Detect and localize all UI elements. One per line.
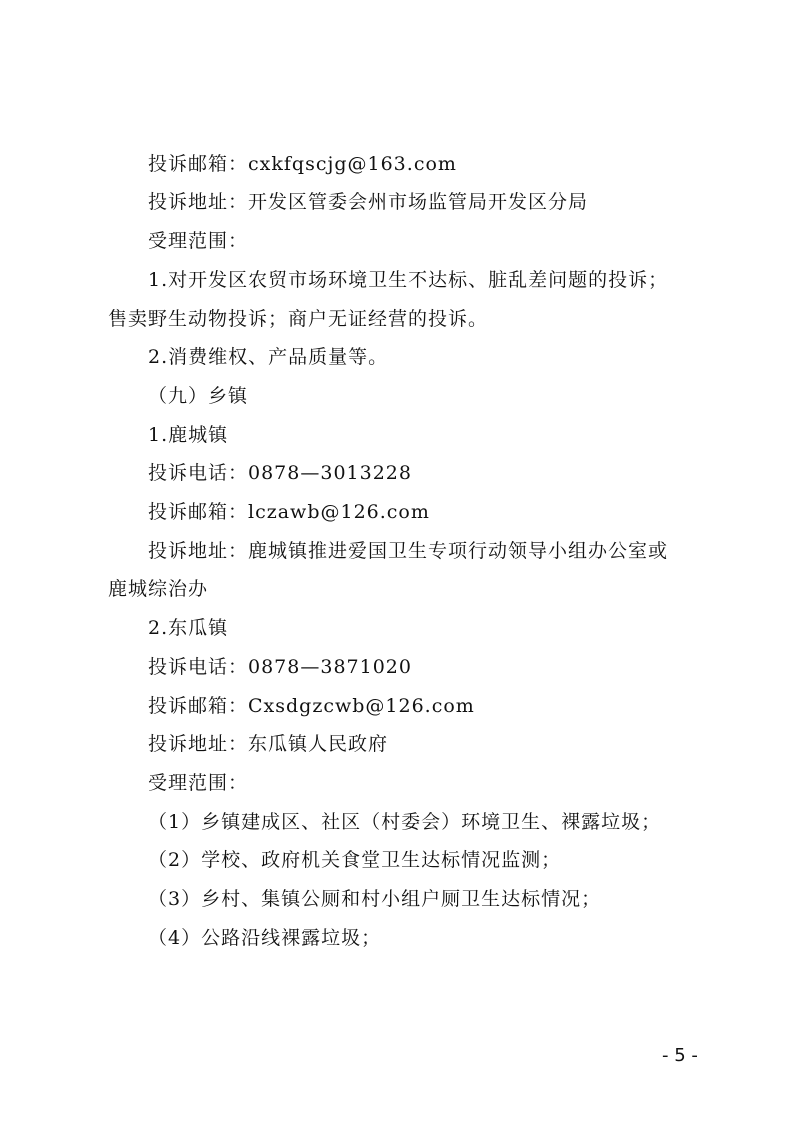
scope-item-2-donggua: （2）学校、政府机关食堂卫生达标情况监测； <box>148 849 562 871</box>
scope-item-1-dev: 1.对开发区农贸市场环境卫生不达标、脏乱差问题的投诉； <box>148 269 669 291</box>
scope-item-1-dev-cont: 售卖野生动物投诉；商户无证经营的投诉。 <box>108 308 489 330</box>
scope-item-1-donggua: （1）乡镇建成区、社区（村委会）环境卫生、裸露垃圾； <box>148 811 662 833</box>
complaint-address-lucheng-cont: 鹿城综治办 <box>108 578 209 600</box>
scope-item-2-dev: 2.消费维权、产品质量等。 <box>148 346 389 368</box>
scope-heading-donggua: 受理范围： <box>148 772 249 794</box>
scope-heading-dev: 受理范围： <box>148 230 249 252</box>
complaint-address-donggua: 投诉地址：东瓜镇人民政府 <box>148 733 389 755</box>
complaint-phone-lucheng: 投诉电话：0878—3013228 <box>148 462 412 484</box>
scope-item-4-donggua: （4）公路沿线裸露垃圾； <box>148 927 382 949</box>
town-heading-donggua: 2.东瓜镇 <box>148 617 229 639</box>
complaint-email-lucheng: 投诉邮箱：lczawb@126.com <box>148 501 430 523</box>
complaint-phone-donggua: 投诉电话：0878—3871020 <box>148 656 412 678</box>
complaint-address-lucheng: 投诉地址：鹿城镇推进爱国卫生专项行动领导小组办公室或 <box>148 540 669 562</box>
town-heading-lucheng: 1.鹿城镇 <box>148 424 229 446</box>
section-heading-towns: （九）乡镇 <box>148 385 249 407</box>
complaint-email-dev: 投诉邮箱：cxkfqscjg@163.com <box>148 153 457 175</box>
complaint-address-dev: 投诉地址：开发区管委会州市场监管局开发区分局 <box>148 191 589 213</box>
page-number: - 5 - <box>662 1045 698 1066</box>
complaint-email-donggua: 投诉邮箱：Cxsdgzcwb@126.com <box>148 695 475 717</box>
scope-item-3-donggua: （3）乡村、集镇公厕和村小组户厕卫生达标情况； <box>148 888 602 910</box>
